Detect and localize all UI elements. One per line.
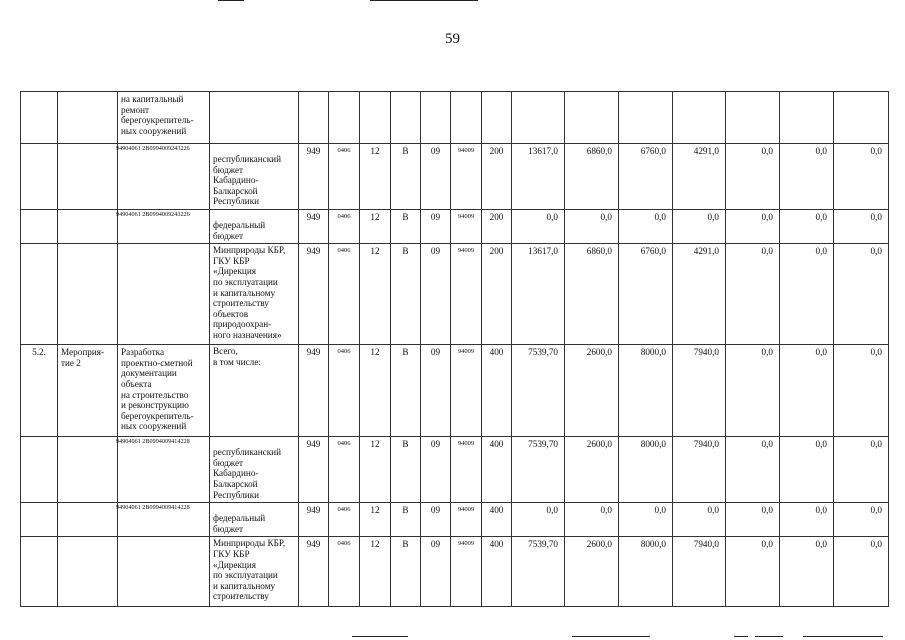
cell-value-3: 8000,0 xyxy=(619,537,673,607)
cell-number xyxy=(21,503,58,537)
cell-value-2: 0,0 xyxy=(565,209,619,243)
cell-value-3: 8000,0 xyxy=(619,345,673,437)
cell-number xyxy=(21,209,58,243)
cell-value-1: 0,0 xyxy=(512,503,565,537)
cell-value-2: 2600,0 xyxy=(565,537,619,607)
cell-value-5 xyxy=(726,92,780,144)
cell-event xyxy=(58,92,118,144)
cell-subprogram: 09 xyxy=(421,345,451,437)
cell-value-3: 8000,0 xyxy=(619,437,673,503)
cell-direction: 94009 xyxy=(451,437,482,503)
funding-source-text: Всего, в том числе: xyxy=(213,346,261,367)
cell-number xyxy=(21,244,58,345)
cell-expense-type: 400 xyxy=(482,503,512,537)
cell-value-6: 0,0 xyxy=(780,244,834,345)
cell-value-7 xyxy=(834,92,889,144)
scan-artifact-bottom-3 xyxy=(734,636,748,637)
table-body xyxy=(21,92,889,607)
cell-value-4: 4291,0 xyxy=(673,244,726,345)
cell-value-5: 0,0 xyxy=(726,537,780,607)
cell-event xyxy=(58,537,118,607)
cell-value-6: 0,0 xyxy=(780,537,834,607)
cell-value-6 xyxy=(780,92,834,144)
cell-number xyxy=(21,92,58,144)
scan-artifact-bottom-5 xyxy=(803,636,883,637)
cell-expense-type xyxy=(482,92,512,144)
cell-subprogram: 09 xyxy=(421,437,451,503)
cell-funding-source xyxy=(116,503,299,537)
funding-source-text: республиканский бюджет Кабардино- Балкарской Республики xyxy=(213,447,282,500)
cell-direction: 94009 xyxy=(451,244,482,345)
cell-value-1 xyxy=(512,92,565,144)
page-number: 59 xyxy=(445,31,460,47)
cell-expense-type: 400 xyxy=(482,537,512,607)
cell-number xyxy=(21,437,58,503)
cell-value-4: 7940,0 xyxy=(673,537,726,607)
cell-subprogram: 09 xyxy=(421,503,451,537)
cell-value-7: 0,0 xyxy=(834,209,889,243)
cell-expense-type: 200 xyxy=(482,209,512,243)
cell-pr: 12 xyxy=(360,209,391,243)
cell-rz: 0406 xyxy=(329,537,360,607)
cell-event xyxy=(58,209,118,243)
cell-grbs: 949 xyxy=(299,345,329,437)
cell-rz: 0406 xyxy=(329,209,360,243)
cell-program xyxy=(391,92,421,144)
cell-value-1: 7539,70 xyxy=(512,537,565,607)
cell-direction: 94009 xyxy=(451,537,482,607)
cell-value-7: 0,0 xyxy=(834,144,889,210)
cell-value-6: 0,0 xyxy=(780,503,834,537)
cell-value-1: 7539,70 xyxy=(512,437,565,503)
cell-subprogram: 09 xyxy=(421,537,451,607)
cell-value-4 xyxy=(673,92,726,144)
cell-grbs: 949 xyxy=(299,503,329,537)
cell-value-1: 0,0 xyxy=(512,209,565,243)
cell-value-6: 0,0 xyxy=(780,144,834,210)
cell-event xyxy=(58,244,118,345)
cell-value-2: 0,0 xyxy=(565,503,619,537)
cell-value-1: 7539,70 xyxy=(512,345,565,437)
cell-program: В xyxy=(391,144,421,210)
cell-funding-source xyxy=(116,209,299,243)
cell-name xyxy=(118,244,210,345)
cell-value-1: 13617,0 xyxy=(512,244,565,345)
cell-event: Мероприя- тие 2 xyxy=(58,345,118,437)
cell-value-3 xyxy=(619,92,673,144)
table-row xyxy=(21,503,889,537)
cell-pr: 12 xyxy=(360,144,391,210)
cell-rz: 0406 xyxy=(329,345,360,437)
cell-program: В xyxy=(391,437,421,503)
cell-subprogram: 09 xyxy=(421,144,451,210)
cell-value-4: 0,0 xyxy=(673,209,726,243)
scan-artifact-bottom-4 xyxy=(755,636,783,637)
cell-number: 5.2. xyxy=(21,345,58,437)
cell-value-1: 13617,0 xyxy=(512,144,565,210)
cell-grbs: 949 xyxy=(299,244,329,345)
cell-event xyxy=(58,144,118,210)
cell-value-5: 0,0 xyxy=(726,144,780,210)
budget-table xyxy=(20,91,889,607)
cell-value-2: 2600,0 xyxy=(565,345,619,437)
cell-value-3: 6760,0 xyxy=(619,144,673,210)
cell-subprogram xyxy=(421,92,451,144)
table-row xyxy=(21,345,889,437)
cell-event xyxy=(58,503,118,537)
cell-program: В xyxy=(391,503,421,537)
cell-value-7: 0,0 xyxy=(834,503,889,537)
cell-value-2: 2600,0 xyxy=(565,437,619,503)
cell-grbs: 949 xyxy=(299,144,329,210)
cell-program: В xyxy=(391,537,421,607)
cell-value-7: 0,0 xyxy=(834,437,889,503)
table-row xyxy=(21,244,889,345)
cell-funding-source xyxy=(210,244,299,345)
scan-artifact-top-right xyxy=(370,0,478,1)
scan-artifact-bottom-1 xyxy=(352,636,408,637)
scan-artifact-top-left xyxy=(218,0,244,1)
funding-source-text: Минприроды КБР, ГКУ КБР «Дирекция по эксплуатации и капитальному строительству xyxy=(213,538,286,602)
cell-pr: 12 xyxy=(360,503,391,537)
funding-source-text: федеральный бюджет xyxy=(213,513,266,534)
funding-source-text: Минприроды КБР, ГКУ КБР «Дирекция по эксплуатации и капитальному строительству объектов природоохран- ного назначения» xyxy=(213,245,286,340)
cell-value-4: 4291,0 xyxy=(673,144,726,210)
cell-value-7: 0,0 xyxy=(834,537,889,607)
budget-code: 94904061 2B0994009243226 xyxy=(116,145,190,152)
budget-code: 94904061 2B0994009243226 xyxy=(116,210,190,218)
cell-program: В xyxy=(391,244,421,345)
cell-grbs: 949 xyxy=(299,437,329,503)
cell-event xyxy=(58,437,118,503)
scan-artifact-bottom-2 xyxy=(572,636,650,637)
cell-pr: 12 xyxy=(360,437,391,503)
cell-rz: 0406 xyxy=(329,144,360,210)
cell-direction xyxy=(451,92,482,144)
cell-value-3: 0,0 xyxy=(619,503,673,537)
cell-direction: 94009 xyxy=(451,503,482,537)
cell-subprogram: 09 xyxy=(421,244,451,345)
cell-funding-source xyxy=(210,537,299,607)
cell-value-7: 0,0 xyxy=(834,244,889,345)
cell-rz: 0406 xyxy=(329,244,360,345)
cell-value-2 xyxy=(565,92,619,144)
cell-direction: 94009 xyxy=(451,209,482,243)
table-row xyxy=(21,437,889,503)
cell-number xyxy=(21,537,58,607)
cell-value-5: 0,0 xyxy=(726,437,780,503)
funding-source-text: федеральный бюджет xyxy=(213,219,266,241)
cell-rz: 0406 xyxy=(329,503,360,537)
table-row xyxy=(21,144,889,210)
cell-value-6: 0,0 xyxy=(780,209,834,243)
cell-value-5: 0,0 xyxy=(726,345,780,437)
cell-name xyxy=(118,144,210,210)
budget-code: 94904061 2B0994009414228 xyxy=(116,504,190,512)
cell-rz xyxy=(329,92,360,144)
cell-funding-source xyxy=(210,92,299,144)
cell-value-6: 0,0 xyxy=(780,345,834,437)
budget-code: 94904061 2B0994009414228 xyxy=(116,438,190,446)
cell-program: В xyxy=(391,345,421,437)
cell-pr: 12 xyxy=(360,244,391,345)
cell-expense-type: 200 xyxy=(482,244,512,345)
cell-value-7: 0,0 xyxy=(834,345,889,437)
cell-direction: 94009 xyxy=(451,144,482,210)
cell-pr: 12 xyxy=(360,537,391,607)
cell-pr xyxy=(360,92,391,144)
cell-rz: 0406 xyxy=(329,437,360,503)
cell-funding-source xyxy=(210,345,299,437)
cell-grbs: 949 xyxy=(299,537,329,607)
cell-value-6: 0,0 xyxy=(780,437,834,503)
cell-program: В xyxy=(391,209,421,243)
cell-grbs xyxy=(299,92,329,144)
cell-name: на капитальный ремонт берегоукрепитель- ных сооружений xyxy=(118,92,210,144)
cell-value-4: 7940,0 xyxy=(673,345,726,437)
cell-value-2: 6860,0 xyxy=(565,244,619,345)
cell-value-3: 0,0 xyxy=(619,209,673,243)
cell-name: Разработка проектно-сметной документации объекта на строительство и реконструкцию берегоукрепитель- ных сооружений xyxy=(118,345,210,437)
cell-value-3: 6760,0 xyxy=(619,244,673,345)
cell-number xyxy=(21,144,58,210)
cell-value-2: 6860,0 xyxy=(565,144,619,210)
cell-expense-type: 400 xyxy=(482,345,512,437)
cell-funding-source xyxy=(116,144,299,210)
cell-pr: 12 xyxy=(360,345,391,437)
funding-source-text: республиканский бюджет Кабардино- Балкарской Республики xyxy=(213,154,282,207)
cell-value-4: 0,0 xyxy=(673,503,726,537)
cell-grbs: 949 xyxy=(299,209,329,243)
cell-value-5: 0,0 xyxy=(726,503,780,537)
cell-subprogram: 09 xyxy=(421,209,451,243)
cell-name xyxy=(118,537,210,607)
table-row xyxy=(21,209,889,243)
cell-direction: 94009 xyxy=(451,345,482,437)
table-row xyxy=(21,92,889,144)
cell-expense-type: 200 xyxy=(482,144,512,210)
cell-funding-source xyxy=(116,437,299,503)
table-row xyxy=(21,537,889,607)
cell-expense-type: 400 xyxy=(482,437,512,503)
cell-value-5: 0,0 xyxy=(726,244,780,345)
cell-name xyxy=(118,437,210,503)
cell-value-5: 0,0 xyxy=(726,209,780,243)
cell-value-4: 7940,0 xyxy=(673,437,726,503)
